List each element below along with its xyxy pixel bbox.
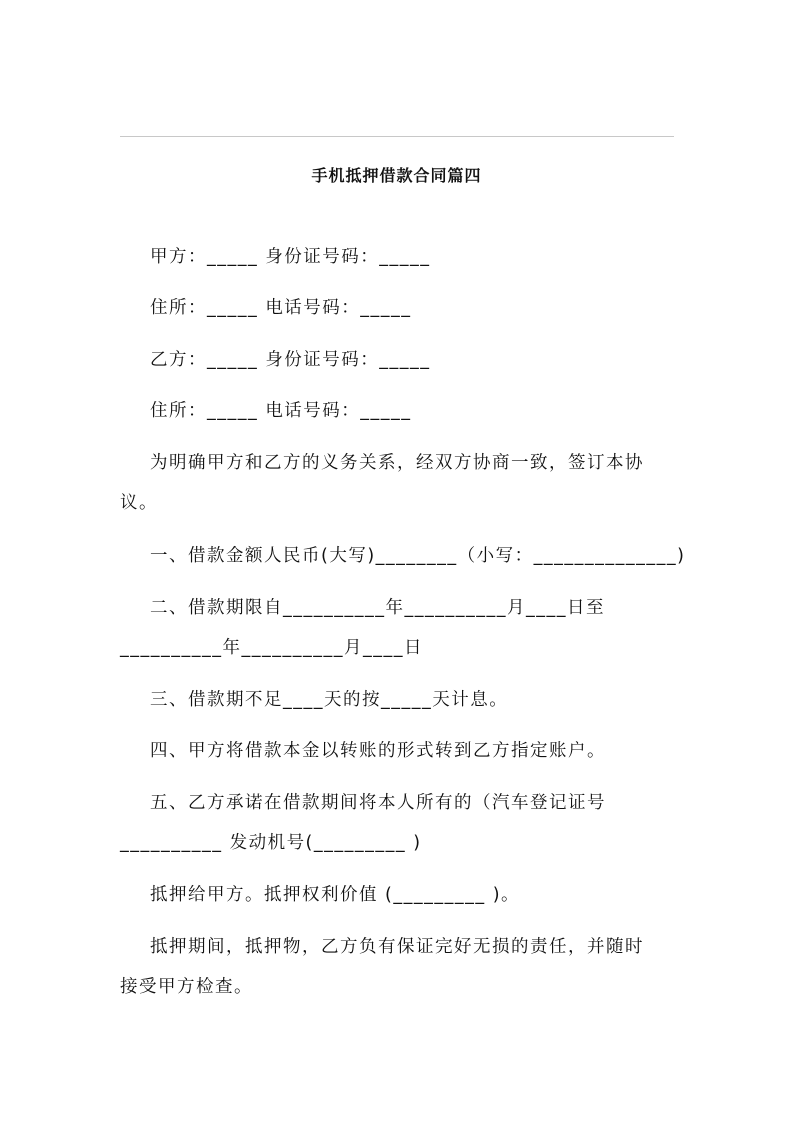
mortgage-period-line-1: 抵押期间，抵押物，乙方负有保证完好无损的责任，并随时	[150, 937, 644, 957]
mortgage-period-line-2: 接受甲方检查。	[120, 977, 253, 997]
party-a-address-line: 住所：_____ 电话号码：_____	[150, 298, 412, 318]
party-b-line: 乙方：_____ 身份证号码：_____	[150, 350, 431, 370]
party-b-address-line: 住所：_____ 电话号码：_____	[150, 401, 412, 421]
document-title: 手机抵押借款合同篇四	[311, 166, 482, 185]
clause-2-period-line-2: __________年__________月____日	[120, 638, 423, 658]
clause-5-line-1: 五、乙方承诺在借款期间将本人所有的（汽车登记证号	[150, 793, 606, 813]
preamble-line-1: 为明确甲方和乙方的义务关系，经双方协商一致，签订本协	[150, 453, 644, 473]
clause-4-transfer: 四、甲方将借款本金以转账的形式转到乙方指定账户。	[150, 741, 606, 761]
clause-5-line-2: __________ 发动机号(_________ )	[120, 833, 422, 853]
clause-2-period-line-1: 二、借款期限自__________年__________月____日至	[150, 598, 605, 618]
clause-1-amount: 一、借款金额人民币(大写)________（小写：______________)	[150, 546, 686, 566]
preamble-line-2: 议。	[120, 493, 158, 513]
header-divider	[120, 136, 674, 137]
mortgage-value-line: 抵押给甲方。抵押权利价值 (_________ )。	[150, 885, 521, 905]
clause-3-interest: 三、借款期不足____天的按_____天计息。	[150, 690, 509, 710]
party-a-line: 甲方：_____ 身份证号码：_____	[150, 247, 431, 267]
